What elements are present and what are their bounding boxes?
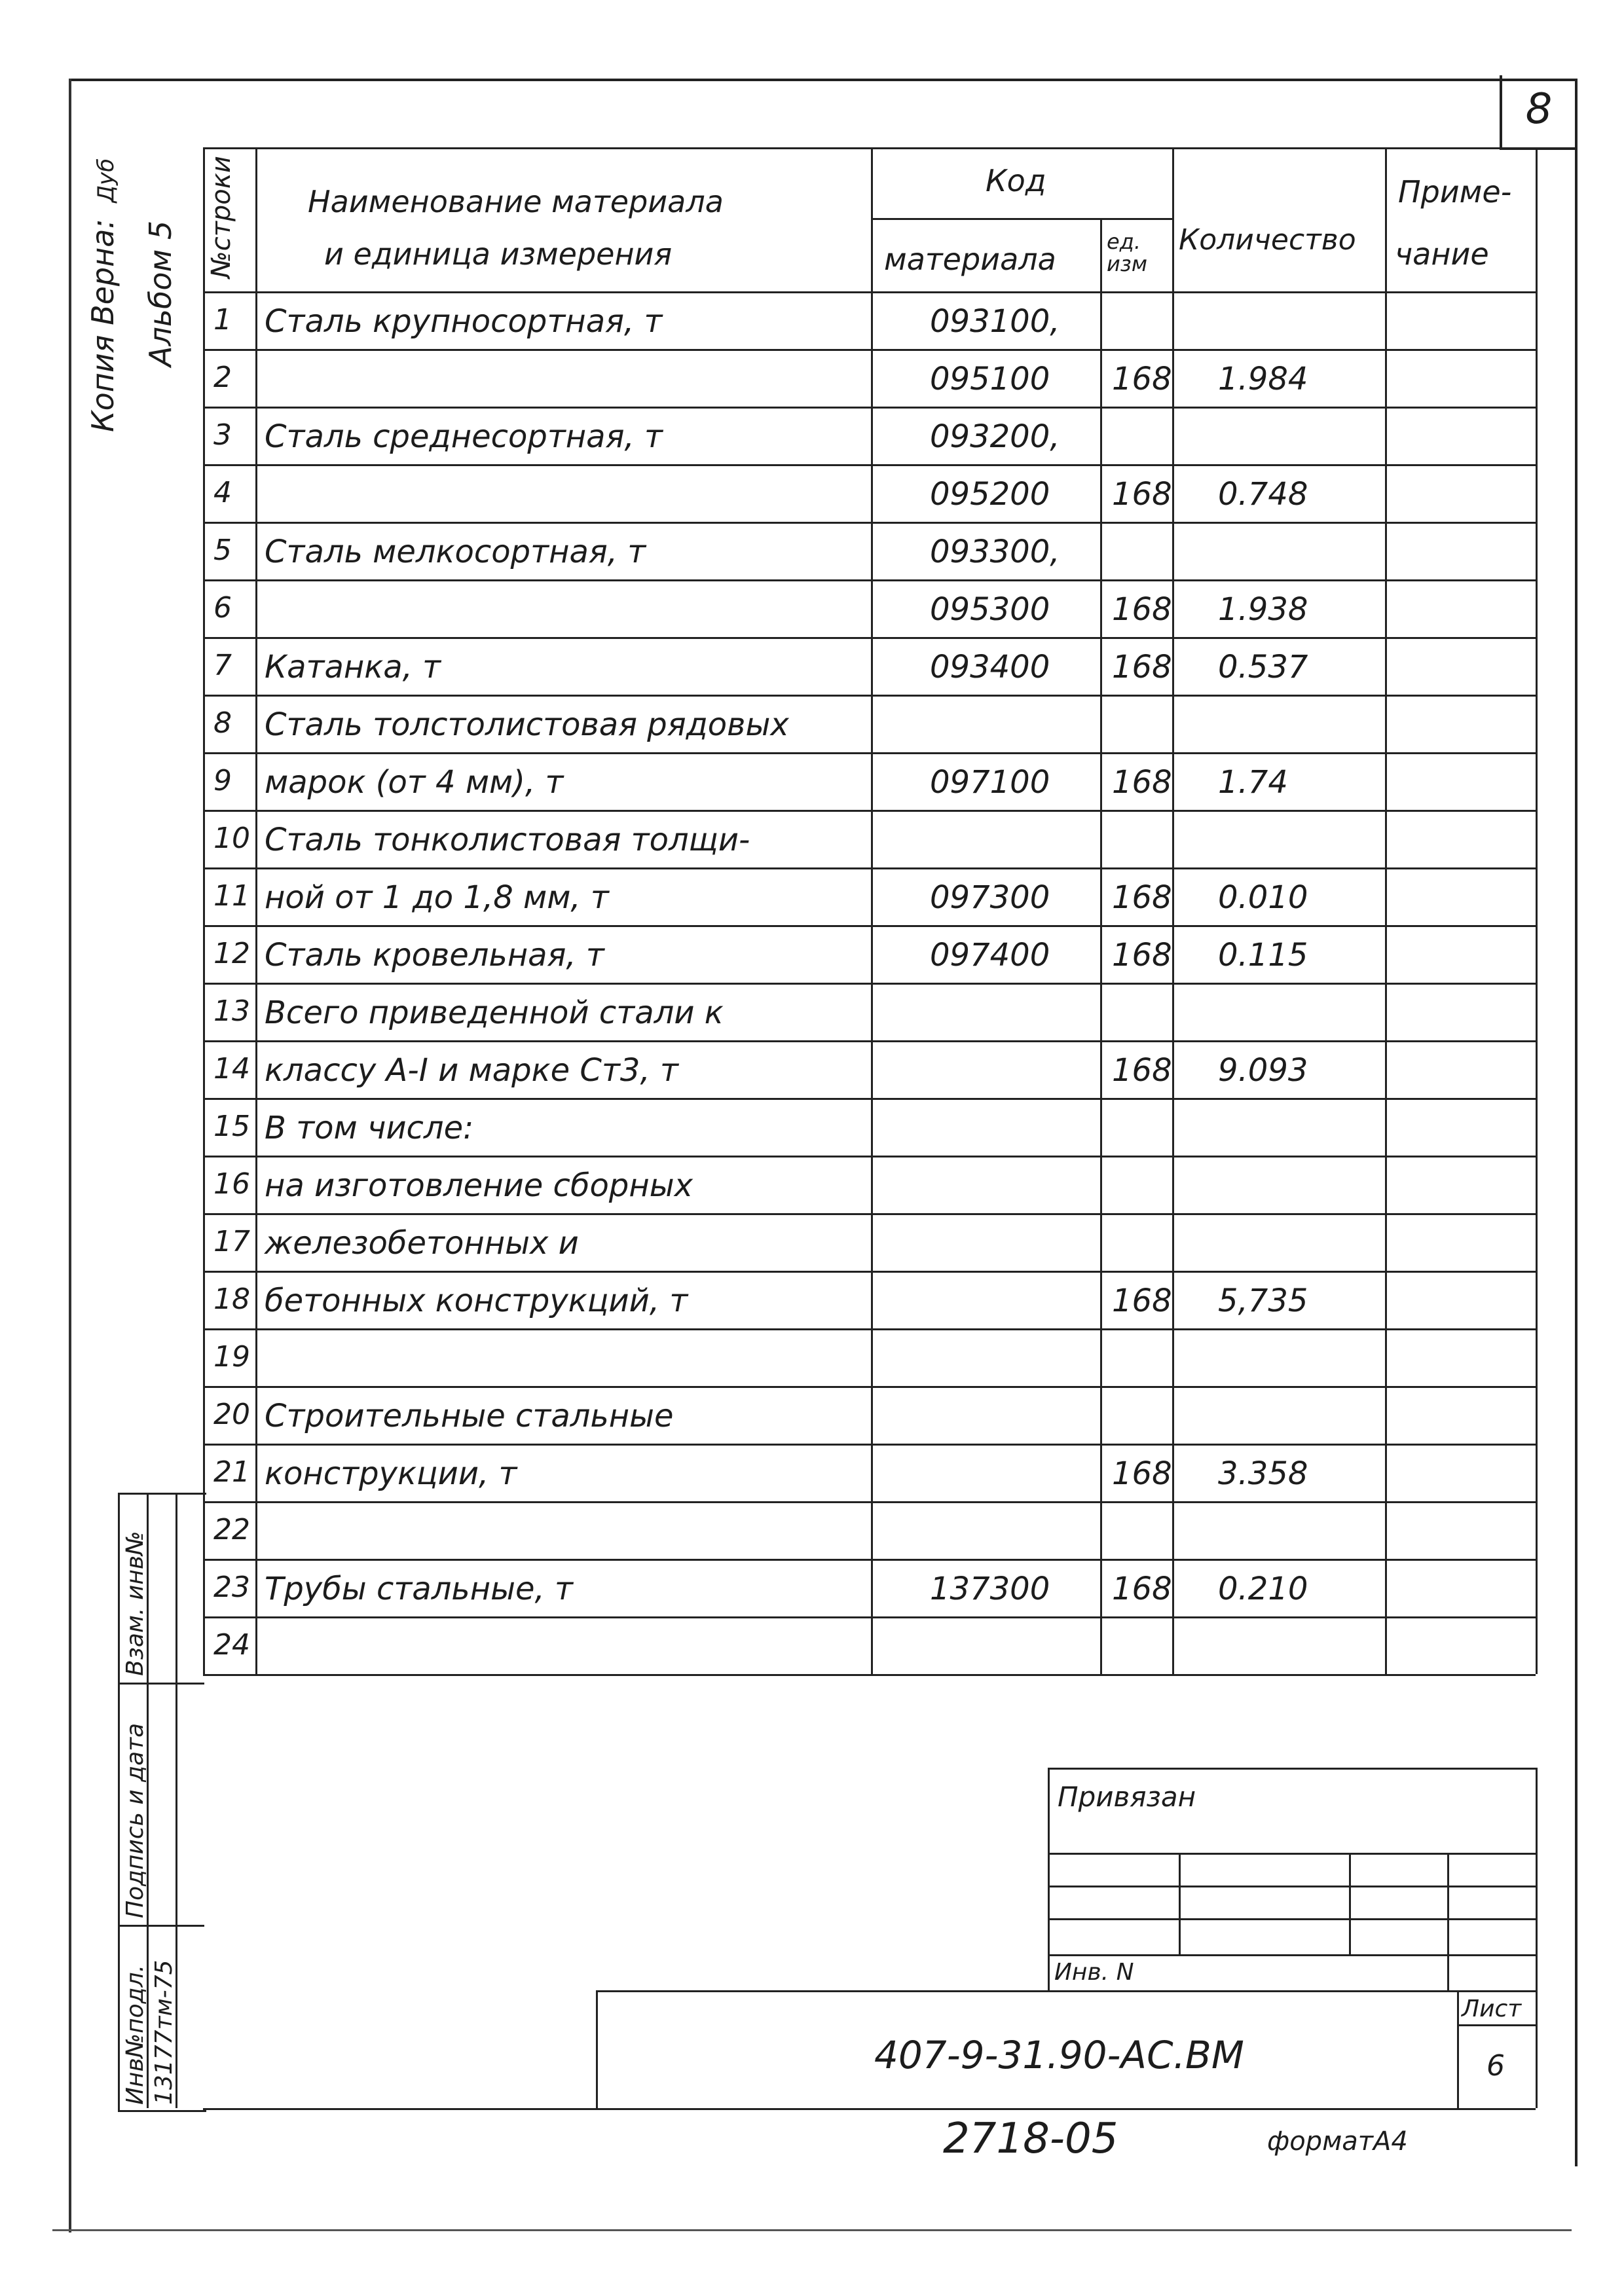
row-number: 17 bbox=[213, 1225, 250, 1258]
row-line bbox=[203, 752, 1536, 754]
column-line bbox=[871, 147, 873, 1674]
row-unit: 168 bbox=[1112, 476, 1172, 513]
row-line bbox=[203, 579, 1536, 581]
row-name: Катанка, т bbox=[265, 649, 441, 685]
header-note-line2: чание bbox=[1395, 236, 1489, 272]
row-line bbox=[203, 1328, 1536, 1330]
row-name: ной от 1 до 1,8 мм, т bbox=[265, 879, 609, 916]
row-line bbox=[203, 983, 1536, 985]
tb-vline-4 bbox=[1447, 1853, 1449, 1990]
row-number: 13 bbox=[213, 994, 250, 1028]
row-line bbox=[203, 464, 1536, 466]
row-code: 095100 bbox=[930, 361, 1050, 397]
tb-code-bottom bbox=[203, 2108, 1536, 2110]
row-number: 22 bbox=[213, 1513, 250, 1546]
sheet-value: 6 bbox=[1486, 2049, 1505, 2083]
row-unit: 168 bbox=[1112, 1571, 1172, 1607]
row-name: Сталь крупносортная, т bbox=[265, 303, 663, 340]
row-quantity: 0.748 bbox=[1218, 476, 1308, 513]
header-quantity: Количество bbox=[1179, 223, 1356, 257]
column-line bbox=[1536, 147, 1538, 1674]
row-name: бетонных конструкций, т bbox=[265, 1283, 688, 1319]
tb-top bbox=[1048, 1768, 1536, 1770]
row-code: 093100, bbox=[930, 303, 1060, 340]
row-number: 11 bbox=[213, 879, 250, 913]
row-code: 097300 bbox=[930, 879, 1050, 916]
row-unit: 168 bbox=[1112, 591, 1172, 628]
side-stamp-hline-1 bbox=[118, 1683, 204, 1685]
row-code: 137300 bbox=[930, 1571, 1050, 1607]
row-line bbox=[203, 522, 1536, 524]
row-line bbox=[203, 1271, 1536, 1273]
row-line bbox=[203, 695, 1536, 697]
row-line bbox=[203, 867, 1536, 869]
row-name: конструкции, т bbox=[265, 1455, 517, 1492]
row-name: Строительные стальные bbox=[265, 1398, 674, 1434]
row-name: марок (от 4 мм), т bbox=[265, 764, 564, 801]
tb-row-3 bbox=[1048, 1918, 1536, 1920]
header-bottom-line bbox=[203, 291, 1536, 293]
row-code: 093400 bbox=[930, 649, 1050, 685]
row-quantity: 1.74 bbox=[1218, 764, 1288, 801]
row-code: 093300, bbox=[930, 534, 1060, 570]
row-quantity: 1.938 bbox=[1218, 591, 1308, 628]
header-code-material: материала bbox=[884, 242, 1056, 277]
row-line bbox=[203, 810, 1536, 812]
header-code-unit: ед. изм bbox=[1107, 229, 1147, 276]
row-number: 21 bbox=[213, 1455, 250, 1489]
page-frame-bottom bbox=[52, 2229, 1572, 2231]
row-number: 9 bbox=[213, 764, 232, 797]
row-number: 23 bbox=[213, 1571, 250, 1604]
row-name: Всего приведенной стали к bbox=[265, 994, 724, 1031]
row-unit: 168 bbox=[1112, 361, 1172, 397]
row-quantity: 0.010 bbox=[1218, 879, 1308, 916]
side-sign-date: Подпись и дата bbox=[122, 1722, 149, 1918]
row-number: 8 bbox=[213, 706, 232, 740]
tb-vline-right bbox=[1536, 1768, 1538, 2108]
row-number: 18 bbox=[213, 1283, 250, 1316]
sheet-label: Лист bbox=[1462, 1995, 1522, 2022]
row-unit: 168 bbox=[1112, 649, 1172, 685]
column-line bbox=[1100, 218, 1102, 1674]
row-name: Сталь среднесортная, т bbox=[265, 418, 663, 455]
row-unit: 168 bbox=[1112, 1455, 1172, 1492]
tb-vline-2 bbox=[1179, 1853, 1181, 1954]
row-number: 14 bbox=[213, 1052, 250, 1085]
tb-inv-label: Инв. N bbox=[1054, 1959, 1134, 1986]
document-code: 407-9-31.90-АС.ВМ bbox=[874, 2033, 1244, 2077]
column-line bbox=[1172, 147, 1174, 1674]
row-line bbox=[203, 1501, 1536, 1503]
row-unit: 168 bbox=[1112, 1283, 1172, 1319]
row-line bbox=[203, 1098, 1536, 1100]
row-line bbox=[203, 1040, 1536, 1042]
row-code: 097400 bbox=[930, 937, 1050, 974]
row-line bbox=[203, 925, 1536, 927]
tb-code-top bbox=[596, 1990, 1536, 1992]
tb-vline-3 bbox=[1349, 1853, 1351, 1954]
header-name-line1: Наименование материала bbox=[308, 184, 724, 219]
row-name: Сталь мелкосортная, т bbox=[265, 534, 646, 570]
row-code: 095200 bbox=[930, 476, 1050, 513]
row-line bbox=[203, 1156, 1536, 1157]
tb-row-2 bbox=[1048, 1886, 1536, 1887]
row-code: 095300 bbox=[930, 591, 1050, 628]
column-line bbox=[203, 147, 205, 1674]
row-line bbox=[203, 1616, 1536, 1618]
row-number: 4 bbox=[213, 476, 232, 509]
header-row-no: №строки bbox=[206, 156, 236, 278]
tb-sheet-hline bbox=[1457, 2024, 1536, 2026]
column-line bbox=[255, 147, 257, 1674]
header-note-line1: Приме- bbox=[1398, 174, 1512, 210]
row-code: 097100 bbox=[930, 764, 1050, 801]
row-number: 1 bbox=[213, 303, 232, 337]
row-number: 6 bbox=[213, 591, 232, 625]
header-name-line2: и единица измерения bbox=[324, 236, 673, 272]
tb-linked-label: Привязан bbox=[1058, 1781, 1196, 1813]
row-number: 5 bbox=[213, 534, 232, 567]
side-inv-orig-value: 13177тм-75 bbox=[151, 1959, 177, 2105]
row-number: 3 bbox=[213, 418, 232, 452]
row-line bbox=[203, 1213, 1536, 1215]
row-number: 12 bbox=[213, 937, 250, 970]
tb-row-1 bbox=[1048, 1853, 1536, 1855]
tb-sheet-divider bbox=[1457, 1990, 1459, 2108]
row-line bbox=[203, 1674, 1536, 1676]
row-unit: 168 bbox=[1112, 937, 1172, 974]
side-replace-inv: Взам. инв№ bbox=[122, 1531, 149, 1676]
side-stamp-hline-2 bbox=[118, 1925, 204, 1927]
row-line bbox=[203, 349, 1536, 351]
row-quantity: 0.537 bbox=[1218, 649, 1308, 685]
column-line bbox=[1385, 147, 1387, 1674]
row-number: 20 bbox=[213, 1398, 250, 1431]
signature-mark: Дуб bbox=[93, 158, 119, 203]
row-quantity: 3.358 bbox=[1218, 1455, 1308, 1492]
sheet-number: 8 bbox=[1525, 85, 1553, 134]
row-quantity: 5,735 bbox=[1218, 1283, 1308, 1319]
table-top-line bbox=[203, 147, 1536, 149]
header-code: Код bbox=[986, 163, 1046, 198]
format-label: форматА4 bbox=[1267, 2126, 1408, 2157]
row-line bbox=[203, 637, 1536, 639]
row-line bbox=[203, 1386, 1536, 1388]
row-number: 24 bbox=[213, 1628, 250, 1662]
row-name: на изготовление сборных bbox=[265, 1167, 693, 1204]
tb-code-left bbox=[596, 1990, 598, 2108]
row-name: Сталь толстолистовая рядовых bbox=[265, 706, 789, 743]
page-frame-left bbox=[69, 79, 71, 2232]
copy-note bbox=[85, 158, 120, 432]
row-line bbox=[203, 407, 1536, 409]
copy-note-text: Копия Верна: bbox=[85, 219, 120, 432]
row-number: 7 bbox=[213, 649, 232, 682]
bottom-code: 2718-05 bbox=[943, 2115, 1118, 2163]
row-number: 19 bbox=[213, 1340, 250, 1374]
row-name: В том числе: bbox=[265, 1110, 474, 1146]
row-number: 16 bbox=[213, 1167, 250, 1201]
row-number: 10 bbox=[213, 822, 250, 855]
row-quantity: 9.093 bbox=[1218, 1052, 1308, 1089]
row-unit: 168 bbox=[1112, 1052, 1172, 1089]
code-header-split bbox=[871, 218, 1172, 220]
row-name: Сталь тонколистовая толщи- bbox=[265, 822, 750, 858]
row-quantity: 0.115 bbox=[1218, 937, 1308, 974]
row-unit: 168 bbox=[1112, 879, 1172, 916]
side-inv-orig: Инв№подл. bbox=[122, 1964, 149, 2105]
tb-vline-left bbox=[1048, 1768, 1050, 1990]
row-line bbox=[203, 1444, 1536, 1446]
album-note: Альбом 5 bbox=[143, 220, 178, 367]
row-line bbox=[203, 1559, 1536, 1561]
row-number: 15 bbox=[213, 1110, 250, 1143]
row-unit: 168 bbox=[1112, 764, 1172, 801]
row-name: классу А-I и марке Ст3, т bbox=[265, 1052, 678, 1089]
row-name: железобетонных и bbox=[265, 1225, 579, 1262]
row-name: Трубы стальные, т bbox=[265, 1571, 573, 1607]
row-quantity: 1.984 bbox=[1218, 361, 1308, 397]
row-code: 093200, bbox=[930, 418, 1060, 455]
row-number: 2 bbox=[213, 361, 232, 394]
row-name: Сталь кровельная, т bbox=[265, 937, 604, 974]
row-quantity: 0.210 bbox=[1218, 1571, 1308, 1607]
tb-row-4 bbox=[1048, 1954, 1536, 1956]
